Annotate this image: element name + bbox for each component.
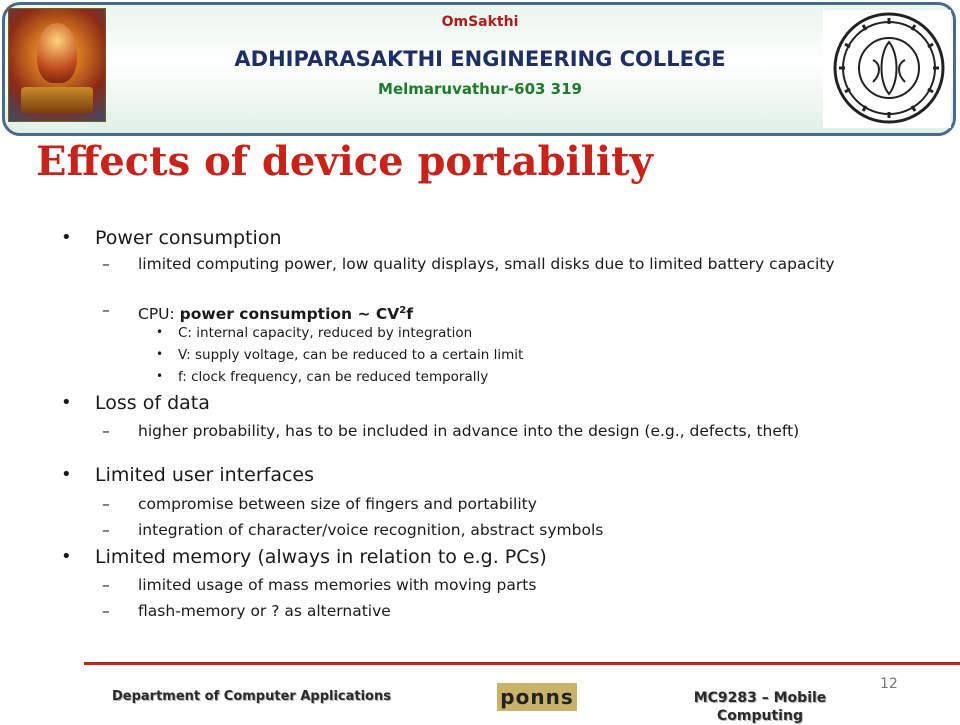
omsakthi-text: OmSakthi xyxy=(441,14,519,30)
bullet-loss-of-data: • Loss of data xyxy=(95,392,210,414)
seal-graphic xyxy=(833,12,945,124)
sub-bullet-cpu xyxy=(138,302,918,323)
cpu-formula-text: power consumption ~ CV xyxy=(179,305,400,324)
sub-bullet-recognition: – integration of character/voice recognition, abstract symbols xyxy=(138,522,918,539)
bullet-power-consumption: • Power consumption xyxy=(95,227,282,249)
sub-bullet-flash-memory: – flash-memory or ? as alternative xyxy=(138,603,918,620)
bullet-limited-memory: • Limited memory (always in relation to e.g. PCs) xyxy=(95,546,547,568)
footer-course: MC9283 – Mobile Computing xyxy=(693,690,827,724)
sub-sub-bullet-f: • f: clock frequency, can be reduced temporally xyxy=(178,369,488,385)
sub-bullet-higher-probability: – higher probability, has to be included in advance into the design (e.g., defects, theft) xyxy=(138,423,918,440)
sub-sub-bullet-c: • C: internal capacity, reduced by integration xyxy=(178,325,472,341)
university-seal-icon xyxy=(823,10,951,128)
sub-bullet-mass-memories: – limited usage of mass memories with moving parts xyxy=(138,577,918,594)
sub-bullet-fingers: – compromise between size of fingers and portability xyxy=(138,496,918,513)
cpu-formula-exponent: 2 xyxy=(399,305,407,316)
bullet-limited-user-interfaces: • Limited user interfaces xyxy=(95,464,314,486)
sub-sub-bullet-v: • V: supply voltage, can be reduced to a certain limit xyxy=(178,347,523,363)
sub-bullet-limited-computing: – limited computing power, low quality displays, small disks due to limited battery capacity xyxy=(138,256,918,273)
footer-brand-logo: ponns xyxy=(497,683,577,711)
slide-number: 12 xyxy=(880,676,898,692)
college-location: Melmaruvathur-603 319 xyxy=(378,80,582,98)
cpu-formula-suffix: f xyxy=(406,305,413,324)
footer-department: Department of Computer Applications xyxy=(112,689,391,704)
footer-divider xyxy=(84,662,960,665)
college-name: ADHIPARASAKTHI ENGINEERING COLLEGE xyxy=(234,47,726,71)
slide-title: Effects of device portability xyxy=(36,138,653,185)
cpu-formula xyxy=(180,305,413,323)
cpu-prefix: CPU: xyxy=(138,305,180,324)
